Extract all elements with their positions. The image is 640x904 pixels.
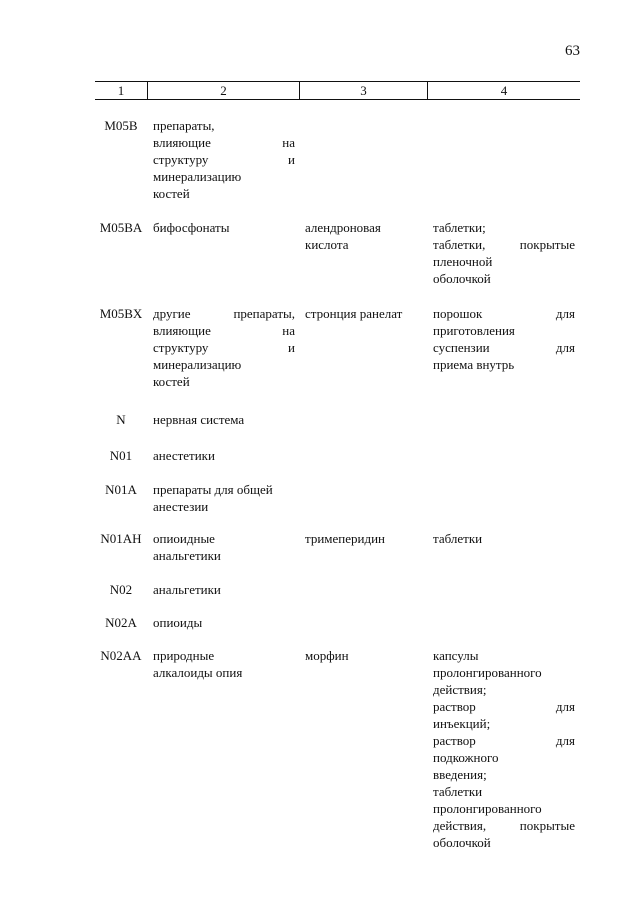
dosage-form-line (433, 817, 575, 834)
dosage-form-word: пленочной (433, 254, 493, 269)
anatomical-therapeutic-group-line (153, 547, 295, 564)
dosage-form-line (433, 749, 575, 766)
anatomical-therapeutic-group (153, 481, 295, 515)
anatomical-therapeutic-group-word: и (288, 152, 295, 167)
dosage-form-line (433, 681, 575, 698)
anatomical-therapeutic-group (153, 219, 295, 236)
page-number: 63 (565, 43, 580, 59)
dosage-form-word: оболочкой (433, 271, 491, 286)
drug-name-word: кислота (305, 237, 349, 252)
dosage-form-line (433, 339, 575, 356)
dosage-form-line (433, 800, 575, 817)
dosage-form-line (433, 322, 575, 339)
anatomical-therapeutic-group (153, 530, 295, 564)
drug-name-line (305, 647, 423, 664)
dosage-form-line (433, 715, 575, 732)
anatomical-therapeutic-group-line (153, 447, 295, 464)
anatomical-therapeutic-group-word: структуру (153, 340, 209, 355)
dosage-form-line (433, 834, 575, 851)
dosage-form-line (433, 356, 575, 373)
drug-name (305, 219, 423, 253)
anatomical-therapeutic-group-word: препараты, (233, 306, 295, 321)
dosage-form-word: для (555, 306, 575, 321)
drug-name-word: стронция ранелат (305, 306, 403, 321)
anatomical-therapeutic-group-word: природные (153, 648, 215, 663)
dosage-form-line (433, 783, 575, 800)
drug-name (305, 530, 423, 547)
anatomical-therapeutic-group-word: влияющие (153, 323, 211, 338)
anatomical-therapeutic-group-word: опиоидные (153, 531, 215, 546)
anatomical-therapeutic-group-word: препараты, (153, 118, 215, 133)
drug-name-line (305, 530, 423, 547)
anatomical-therapeutic-group-line (153, 647, 295, 664)
dosage-form-word: для (555, 733, 575, 748)
atc-code: N02A (105, 615, 137, 630)
header-cell-3: 3 (299, 82, 427, 99)
anatomical-therapeutic-group-line (153, 134, 295, 151)
anatomical-therapeutic-group-line (153, 305, 295, 322)
dosage-form-word: пролонгированного (433, 801, 542, 816)
anatomical-therapeutic-group-line (153, 581, 295, 598)
dosage-form-line (433, 766, 575, 783)
dosage-form-word: раствор (433, 733, 476, 748)
anatomical-therapeutic-group-line (153, 481, 295, 498)
atc-code: M05BA (99, 220, 143, 235)
dosage-form-word: приготовления (433, 323, 515, 338)
dosage-form-word: для (555, 699, 575, 714)
anatomical-therapeutic-group-word: нервная система (153, 412, 245, 427)
dosage-form-word: для (555, 340, 575, 355)
drug-name (305, 647, 423, 664)
anatomical-therapeutic-group (153, 581, 295, 598)
drug-name-word: тримеперидин (305, 531, 386, 546)
anatomical-therapeutic-group-line (153, 373, 295, 390)
anatomical-therapeutic-group-word: на (282, 323, 295, 338)
dosage-form-word: раствор (433, 699, 476, 714)
drug-name-word: морфин (305, 648, 349, 663)
anatomical-therapeutic-group-word: влияющие (153, 135, 211, 150)
dosage-form-word: приема внутрь (433, 357, 515, 372)
anatomical-therapeutic-group-word: минерализацию (153, 357, 242, 372)
anatomical-therapeutic-group-line (153, 151, 295, 168)
anatomical-therapeutic-group-line (153, 219, 295, 236)
drug-name (305, 305, 423, 322)
header-cell-1: 1 (117, 83, 125, 98)
dosage-form-word: оболочкой (433, 835, 491, 850)
dosage-form-line (433, 698, 575, 715)
anatomical-therapeutic-group-word: анестезии (153, 499, 209, 514)
anatomical-therapeutic-group-line (153, 339, 295, 356)
anatomical-therapeutic-group-line (153, 530, 295, 547)
dosage-form-line (433, 305, 575, 322)
anatomical-therapeutic-group-word: алкалоиды опия (153, 665, 243, 680)
dosage-form-word: таблетки (433, 531, 483, 546)
dosage-form-word: капсулы (433, 648, 479, 663)
atc-code: M05B (104, 118, 138, 133)
atc-code: M05BX (99, 306, 143, 321)
anatomical-therapeutic-group (153, 305, 295, 390)
dosage-form-line (433, 530, 575, 547)
anatomical-therapeutic-group-word: анестетики (153, 448, 215, 463)
anatomical-therapeutic-group (153, 411, 295, 428)
dosage-form-word: таблетки, (433, 237, 486, 252)
anatomical-therapeutic-group-word: костей (153, 186, 190, 201)
dosage-form-word: покрытые (519, 237, 575, 252)
anatomical-therapeutic-group-word: структуру (153, 152, 209, 167)
anatomical-therapeutic-group-word: анальгетики (153, 582, 221, 597)
anatomical-therapeutic-group (153, 647, 295, 681)
dosage-form-word: таблетки; (433, 220, 486, 235)
dosage-form-word: пролонгированного (433, 665, 542, 680)
anatomical-therapeutic-group-line (153, 322, 295, 339)
anatomical-therapeutic-group-line (153, 185, 295, 202)
drug-name-word: алендроновая (305, 220, 381, 235)
anatomical-therapeutic-group-line (153, 411, 295, 428)
dosage-form-word: инъекций; (433, 716, 491, 731)
anatomical-therapeutic-group-line (153, 614, 295, 631)
atc-code: N02AA (100, 648, 142, 663)
anatomical-therapeutic-group-word: минерализацию (153, 169, 242, 184)
dosage-form-line (433, 732, 575, 749)
header-cell-2: 2 (147, 82, 299, 99)
drug-name-line (305, 219, 423, 236)
anatomical-therapeutic-group-line (153, 664, 295, 681)
anatomical-therapeutic-group-word: препараты для общей (153, 482, 273, 497)
anatomical-therapeutic-group-line (153, 356, 295, 373)
anatomical-therapeutic-group-word: на (282, 135, 295, 150)
dosage-form (433, 219, 575, 287)
dosage-form-word: подкожного (433, 750, 499, 765)
atc-code: N (116, 412, 126, 427)
anatomical-therapeutic-group-word: анальгетики (153, 548, 221, 563)
anatomical-therapeutic-group-line (153, 168, 295, 185)
header-cell-4: 4 (427, 82, 580, 99)
dosage-form-word: таблетки (433, 784, 483, 799)
dosage-form-word: порошок (433, 306, 483, 321)
table-header-row (95, 81, 580, 100)
dosage-form-word: действия; (433, 682, 487, 697)
anatomical-therapeutic-group-line (153, 498, 295, 515)
anatomical-therapeutic-group (153, 447, 295, 464)
dosage-form-word: действия, (433, 818, 487, 833)
dosage-form (433, 647, 575, 851)
anatomical-therapeutic-group-word: бифосфонаты (153, 220, 230, 235)
dosage-form-word: суспензии (433, 340, 490, 355)
dosage-form-line (433, 253, 575, 270)
dosage-form (433, 305, 575, 373)
atc-code: N02 (109, 582, 133, 597)
anatomical-therapeutic-group (153, 117, 295, 202)
anatomical-therapeutic-group-line (153, 117, 295, 134)
dosage-form-line (433, 270, 575, 287)
dosage-form-word: введения; (433, 767, 487, 782)
dosage-form (433, 530, 575, 547)
atc-code: N01A (105, 482, 137, 497)
atc-code: N01AH (100, 531, 142, 546)
anatomical-therapeutic-group-word: опиоиды (153, 615, 203, 630)
anatomical-therapeutic-group (153, 614, 295, 631)
dosage-form-line (433, 236, 575, 253)
dosage-form-line (433, 219, 575, 236)
dosage-form-line (433, 664, 575, 681)
anatomical-therapeutic-group-word: костей (153, 374, 190, 389)
anatomical-therapeutic-group-word: и (288, 340, 295, 355)
drug-name-line (305, 236, 423, 253)
atc-code: N01 (109, 448, 133, 463)
dosage-form-word: покрытые (519, 818, 575, 833)
dosage-form-line (433, 647, 575, 664)
anatomical-therapeutic-group-word: другие (153, 306, 191, 321)
drug-name-line (305, 305, 423, 322)
